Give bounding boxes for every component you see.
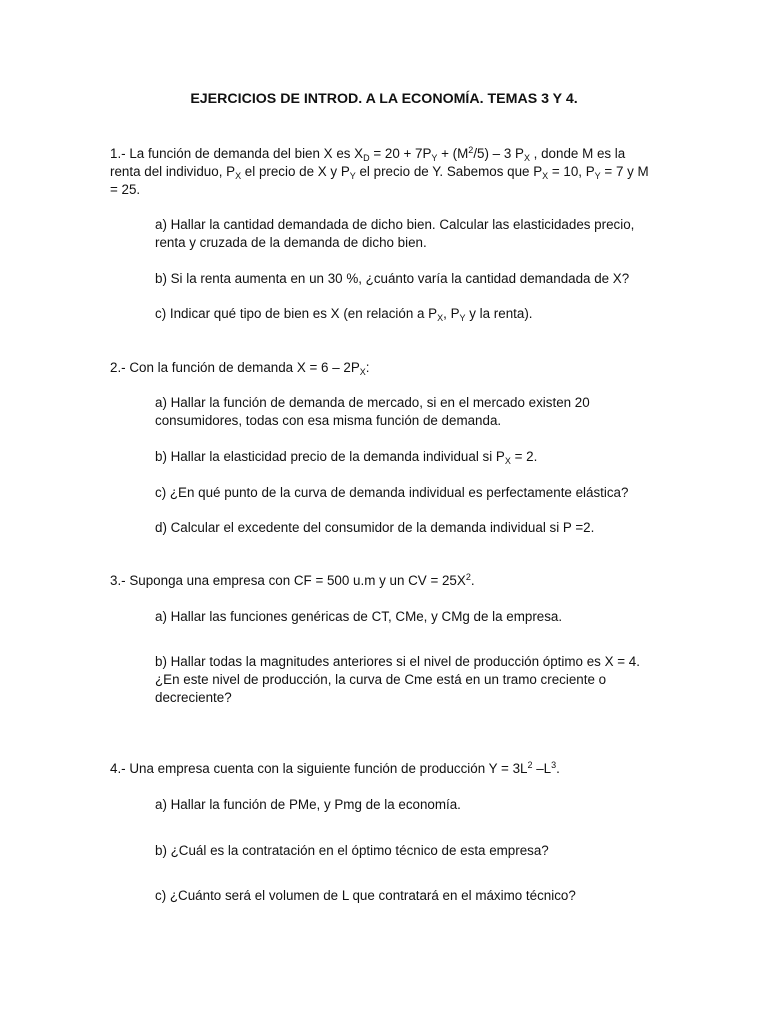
- exercise-4a: a) Hallar la función de PMe, y Pmg de la economía.: [155, 797, 461, 812]
- ex1-sub-y-2: Y: [349, 171, 356, 181]
- ex1c-text-3: y la renta).: [465, 306, 533, 321]
- ex1c-text-2: , P: [443, 306, 460, 321]
- ex4-text-2: –L: [532, 761, 552, 776]
- exercise-3a: a) Hallar las funciones genéricas de CT, CMe, y CMg de la empresa.: [155, 609, 563, 624]
- ex1-text-8: = 10, P: [548, 164, 595, 179]
- ex1-text-1: 1.- La función de demanda del bien X es X: [110, 146, 364, 161]
- ex2-text-2: :: [365, 360, 370, 375]
- ex1-text-4: /5) – 3 P: [473, 146, 524, 161]
- ex1-sub-y: Y: [431, 153, 438, 163]
- ex2-text-1: 2.- Con la función de demanda X = 6 – 2P: [110, 360, 360, 375]
- exercise-4b: b) ¿Cuál es la contratación en el óptimo técnico de esta empresa?: [155, 843, 549, 858]
- ex4-sup-2: 2: [527, 760, 533, 770]
- ex1-text-2: = 20 + 7P: [369, 146, 432, 161]
- exercise-2-statement: [110, 359, 650, 377]
- exercise-1a: a) Hallar la cantidad demandada de dicho bien. Calcular las elasticidades precio, renta y cruzada de la demanda de dicho bien.: [155, 217, 635, 250]
- ex1c-sub-y: Y: [459, 313, 466, 323]
- ex2b-sub-x: X: [504, 456, 511, 466]
- ex1c-text-1: c) Indicar qué tipo de bien es X (en relación a P: [155, 306, 438, 321]
- ex2-sub-x: X: [359, 367, 366, 377]
- ex1-sub-y-3: Y: [594, 171, 601, 181]
- ex1-text-3: + (M: [437, 146, 469, 161]
- exercise-2c: c) ¿En qué punto de la curva de demanda individual es perfectamente elástica?: [155, 485, 629, 500]
- exercise-3-statement: [110, 572, 650, 590]
- ex3-text-1: 3.- Suponga una empresa con CF = 500 u.m y un CV = 25X: [110, 573, 466, 588]
- ex1-text-9: = 7 y M = 25.: [110, 164, 649, 197]
- exercise-2d: d) Calcular el excedente del consumidor de la demanda individual si P =2.: [155, 520, 595, 535]
- exercise-1c: [155, 305, 660, 323]
- ex1-text-5: , donde M es la renta del individuo, P: [110, 146, 626, 179]
- ex2b-text-2: = 2.: [510, 449, 538, 464]
- ex4-text-3: .: [556, 761, 560, 776]
- document-title: EJERCICIOS DE INTROD. A LA ECONOMÍA. TEMAS 3 Y 4.: [190, 91, 578, 107]
- exercise-2a: a) Hallar la función de demanda de mercado, si en el mercado existen 20 consumidores, todas con esa misma función de demanda.: [155, 395, 590, 428]
- exercise-3b: b) Hallar todas la magnitudes anteriores si el nivel de producción óptimo es X = 4. ¿En este nivel de producción, la curva de Cme está en un tramo creciente o decreciente?: [155, 654, 640, 705]
- ex3-text-2: .: [470, 573, 475, 588]
- exercise-4c: c) ¿Cuánto será el volumen de L que contratará en el máximo técnico?: [155, 888, 576, 903]
- ex4-sup-3: 3: [551, 760, 557, 770]
- ex2b-text-1: b) Hallar la elasticidad precio de la demanda individual si P: [155, 449, 505, 464]
- exercise-1-statement: [110, 145, 650, 199]
- ex1-sup-2: 2: [468, 145, 474, 155]
- ex4-text-1: 4.- Una empresa cuenta con la siguiente función de producción Y = 3L: [110, 761, 528, 776]
- ex1-text-7: el precio de Y. Sabemos que P: [355, 164, 543, 179]
- exercise-1b: b) Si la renta aumenta en un 30 %, ¿cuánto varía la cantidad demandada de X?: [155, 271, 630, 286]
- ex3-sup-2: 2: [465, 572, 471, 582]
- ex1-sub-d: D: [363, 153, 370, 163]
- ex1-sub-x: X: [523, 153, 530, 163]
- ex1c-sub-x: X: [437, 313, 444, 323]
- exercise-4-statement: [110, 760, 650, 778]
- ex1-text-6: el precio de X y P: [241, 164, 350, 179]
- ex1-sub-x-2: X: [235, 171, 242, 181]
- ex1-sub-x-3: X: [542, 171, 549, 181]
- exercise-2b: [155, 448, 660, 466]
